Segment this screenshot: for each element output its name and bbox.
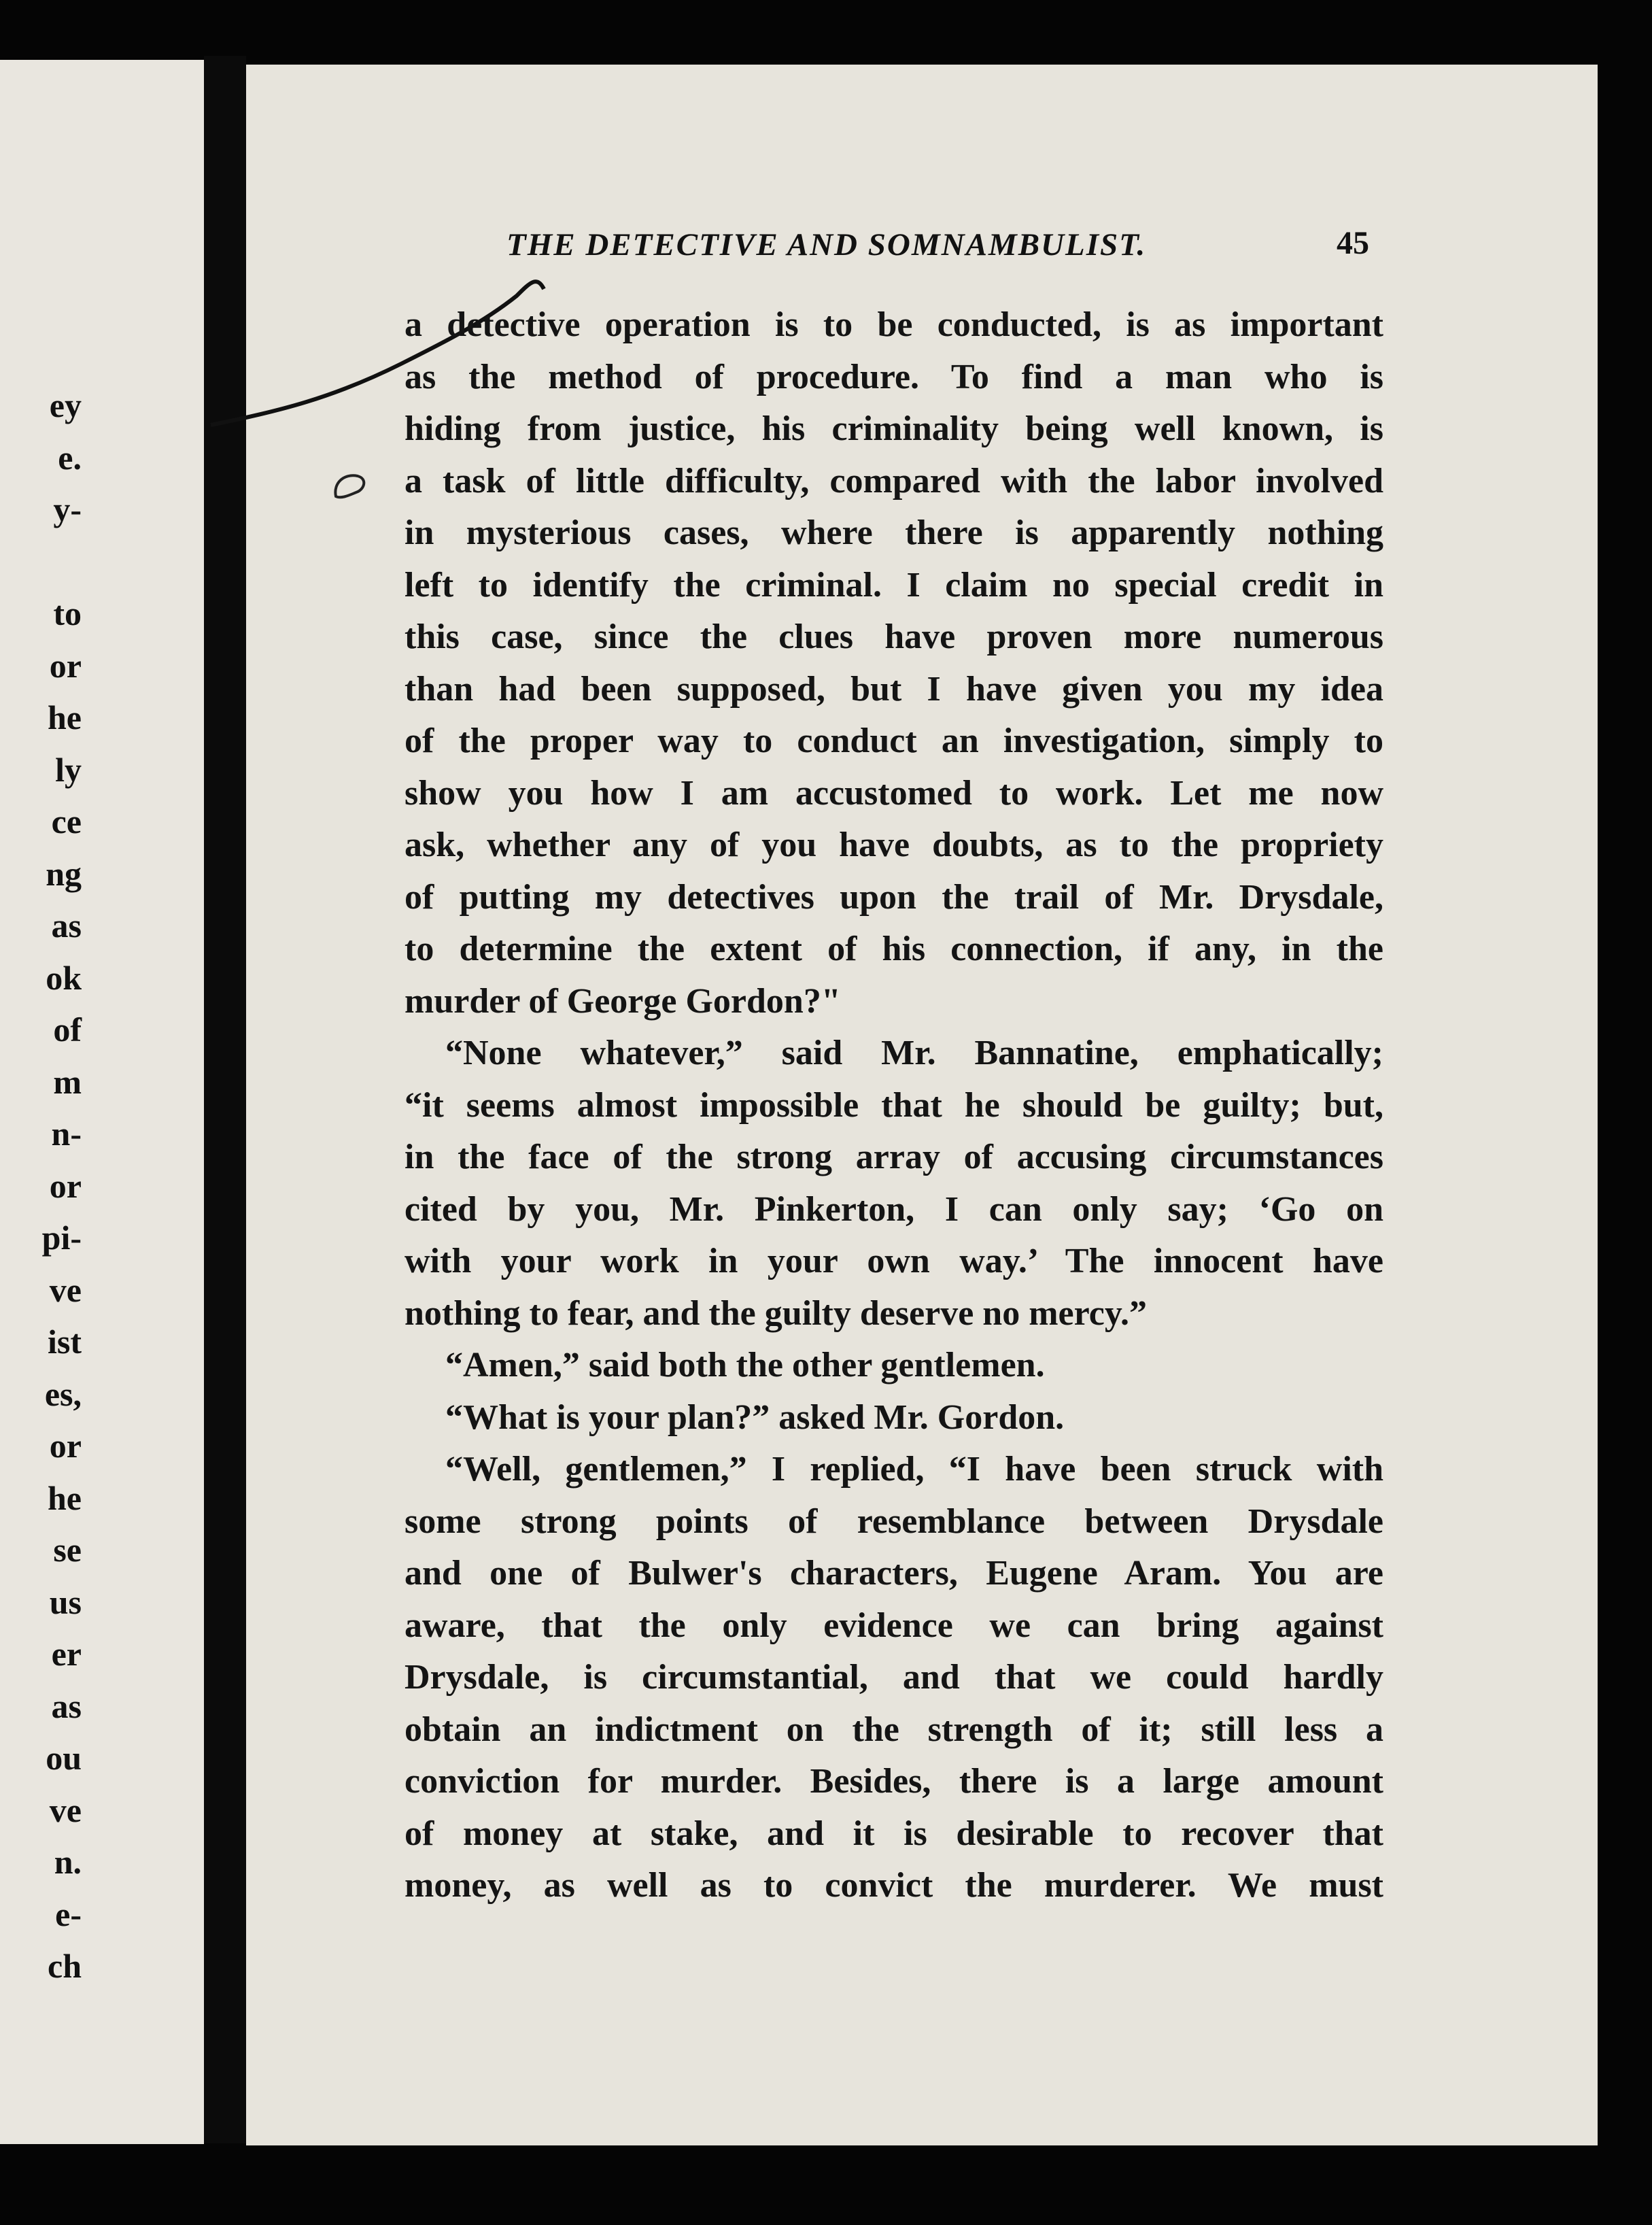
text-line: aware, that the only evidence we can bring against	[405, 1606, 1383, 1645]
left-page-fragment: ou	[46, 1739, 82, 1777]
left-page-fragment: se	[53, 1531, 82, 1569]
text-line: show you how I am accustomed to work. Let me now	[405, 773, 1383, 813]
margin-pencil-mark	[330, 469, 371, 503]
left-page-fragment: e-	[55, 1895, 82, 1933]
text-line: “it seems almost impossible that he should be guilty; but,	[405, 1085, 1383, 1125]
text-line: money, as well as to convict the murderer. We must	[405, 1866, 1383, 1905]
left-page-text	[0, 379, 82, 1992]
left-page-fragment	[0, 536, 82, 588]
left-page-fragment: ng	[46, 854, 82, 893]
text-line: with your work in your own way.’ The innocent have	[405, 1242, 1383, 1280]
left-page-fragment: or	[49, 1427, 82, 1465]
left-page-fragment: pi-	[41, 1219, 82, 1257]
text-line: of putting my detectives upon the trail of Mr. Drysdale,	[405, 877, 1383, 917]
left-page-fragment: ly	[55, 750, 82, 789]
text-line: a task of little difficulty, compared with the labor involved	[405, 461, 1383, 500]
left-page-fragment: n-	[51, 1115, 82, 1153]
text-line: in the face of the strong array of accusing circumstances	[405, 1138, 1383, 1176]
page-number: 45	[1337, 225, 1369, 261]
left-page-fragment: us	[49, 1582, 82, 1621]
running-head: THE DETECTIVE AND SOMNAMBULIST.	[506, 227, 1147, 262]
left-page-fragment: ve	[49, 1270, 82, 1309]
text-line: and one of Bulwer's characters, Eugene Aram. You are	[405, 1554, 1383, 1593]
text-line: left to identify the criminal. I claim no special credit in	[405, 565, 1383, 605]
left-page-fragment: of	[53, 1010, 82, 1049]
left-page-fragment: he	[48, 1478, 82, 1517]
text-line: obtain an indictment on the strength of it; still less a	[405, 1710, 1383, 1749]
text-line: “None whatever,” said Mr. Bannatine, emphatically;	[445, 1034, 1383, 1072]
text-line: to determine the extent of his connection, if any, in the	[405, 930, 1383, 968]
left-page-fragment: n.	[54, 1843, 82, 1881]
text-line: murder of George Gordon?"	[405, 981, 841, 1021]
left-page-fragment: ey	[49, 386, 82, 424]
left-page-fragment: ch	[48, 1947, 82, 1985]
left-page-fragment: e.	[58, 438, 82, 477]
left-page	[0, 60, 204, 2144]
left-page-fragment: ce	[51, 802, 82, 840]
left-page-fragment: y-	[53, 490, 82, 528]
left-page-fragment: ist	[48, 1323, 82, 1361]
text-line: “Amen,” said both the other gentlemen.	[445, 1346, 1045, 1385]
left-page-fragment: or	[49, 646, 82, 685]
left-page-fragment: es,	[44, 1374, 82, 1413]
text-line: ask, whether any of you have doubts, as to the propriety	[405, 826, 1383, 864]
text-line: cited by you, Mr. Pinkerton, I can only say; ‘Go on	[405, 1189, 1383, 1229]
left-page-fragment: as	[51, 906, 82, 945]
left-page-fragment: ve	[49, 1790, 82, 1829]
body-text	[405, 299, 1383, 1912]
left-page-fragment: or	[49, 1166, 82, 1205]
left-page-fragment: er	[51, 1635, 82, 1673]
text-line: “What is your plan?” asked Mr. Gordon.	[445, 1397, 1065, 1437]
text-line: this case, since the clues have proven more numerous	[405, 617, 1383, 656]
text-line: of money at stake, and it is desirable to recover that	[405, 1814, 1383, 1853]
text-line: some strong points of resemblance between Drysdale	[405, 1501, 1383, 1541]
left-page-fragment: he	[48, 698, 82, 736]
left-page-fragment: m	[53, 1062, 82, 1101]
text-line: a detective operation is to be conducted, is as important	[405, 305, 1383, 344]
text-line: in mysterious cases, where there is apparently nothing	[405, 513, 1383, 552]
text-line: Drysdale, is circumstantial, and that we could hardly	[405, 1658, 1383, 1697]
left-page-fragment: to	[53, 594, 82, 632]
left-page-fragment: ok	[46, 958, 82, 997]
text-line: of the proper way to conduct an investigation, simply to	[405, 721, 1383, 760]
text-line: nothing to fear, and the guilty deserve no mercy.”	[405, 1293, 1147, 1333]
text-line: as the method of procedure. To find a man who is	[405, 357, 1383, 396]
text-line: than had been supposed, but I have given you my idea	[405, 669, 1383, 709]
left-page-fragment: as	[51, 1686, 82, 1725]
text-line: hiding from justice, his criminality being well known, is	[405, 409, 1383, 448]
text-line: conviction for murder. Besides, there is a large amount	[405, 1762, 1383, 1801]
text-line: “Well, gentlemen,” I replied, “I have been struck with	[445, 1450, 1383, 1489]
